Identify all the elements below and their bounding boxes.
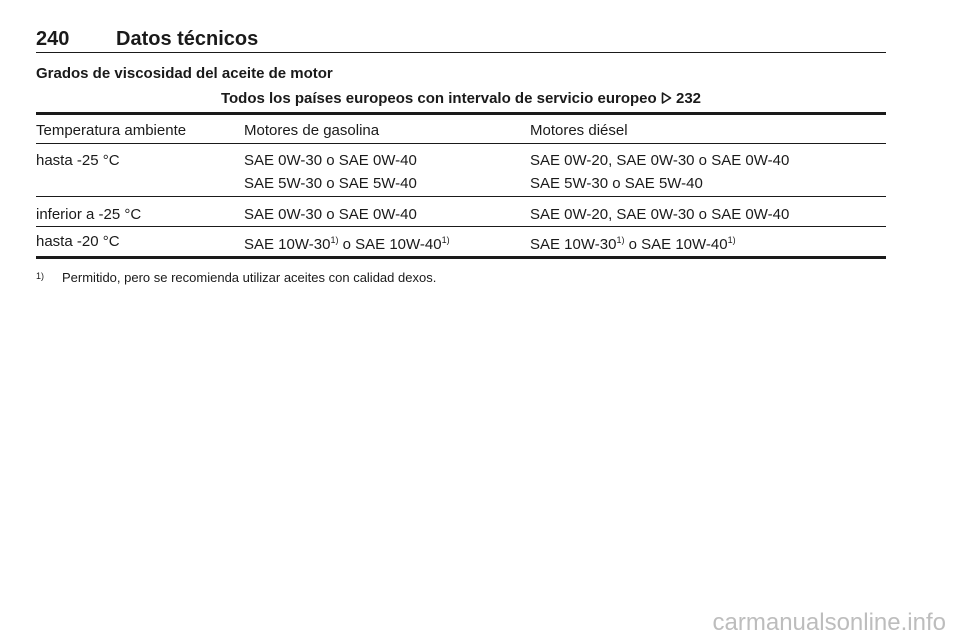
footnote-marker[interactable]: 1)	[330, 235, 339, 245]
table-caption	[36, 90, 886, 108]
column-header-diesel: Motores diésel	[530, 122, 628, 139]
footnote-marker[interactable]: 1)	[616, 235, 625, 245]
column-header-petrol: Motores de gasolina	[244, 122, 380, 139]
column-header-temperature: Temperatura ambiente	[36, 122, 187, 139]
footnote-marker[interactable]: 1)	[727, 235, 736, 245]
row-petrol-grade: SAE 5W-30 o SAE 5W-40	[244, 175, 417, 192]
footnote-mark: 1)	[36, 271, 45, 281]
row-diesel-grade: SAE 5W-30 o SAE 5W-40	[530, 175, 703, 192]
table-top-rule	[36, 112, 886, 115]
watermark: carmanualsonline.info	[712, 609, 946, 636]
section-title: Grados de viscosidad del aceite de motor	[36, 65, 333, 82]
grade-text: SAE 10W-30	[244, 236, 331, 253]
row-temperature: hasta -25 °C	[36, 152, 120, 169]
row-petrol-grade: SAE 0W-30 o SAE 0W-40	[244, 206, 417, 223]
page-reference-link[interactable]: 232	[676, 90, 702, 107]
table-bottom-rule	[36, 256, 886, 259]
page-number: 240	[36, 28, 70, 50]
row-petrol-grade	[244, 236, 450, 254]
row-temperature: inferior a -25 °C	[36, 206, 142, 223]
triangle-right-icon[interactable]	[661, 90, 672, 107]
footnote-marker[interactable]: 1)	[441, 235, 450, 245]
row-divider	[36, 226, 886, 227]
row-petrol-grade: SAE 0W-30 o SAE 0W-40	[244, 152, 417, 169]
row-temperature: hasta -20 °C	[36, 233, 120, 250]
row-diesel-grade	[530, 236, 736, 254]
table-caption-text: Todos los países europeos con intervalo de servicio europeo	[220, 90, 657, 107]
grade-text: o SAE 10W-40	[338, 236, 442, 253]
page-title: Datos técnicos	[116, 28, 259, 50]
page-header	[36, 28, 886, 53]
row-diesel-grade: SAE 0W-20, SAE 0W-30 o SAE 0W-40	[530, 152, 790, 169]
footnote-text: Permitido, pero se recomienda utilizar aceites con calidad dexos.	[62, 270, 437, 285]
row-diesel-grade: SAE 0W-20, SAE 0W-30 o SAE 0W-40	[530, 206, 790, 223]
grade-text: SAE 10W-30	[530, 236, 617, 253]
footnote	[36, 270, 437, 286]
row-divider	[36, 196, 886, 197]
table-header-rule	[36, 143, 886, 144]
grade-text: o SAE 10W-40	[624, 236, 728, 253]
